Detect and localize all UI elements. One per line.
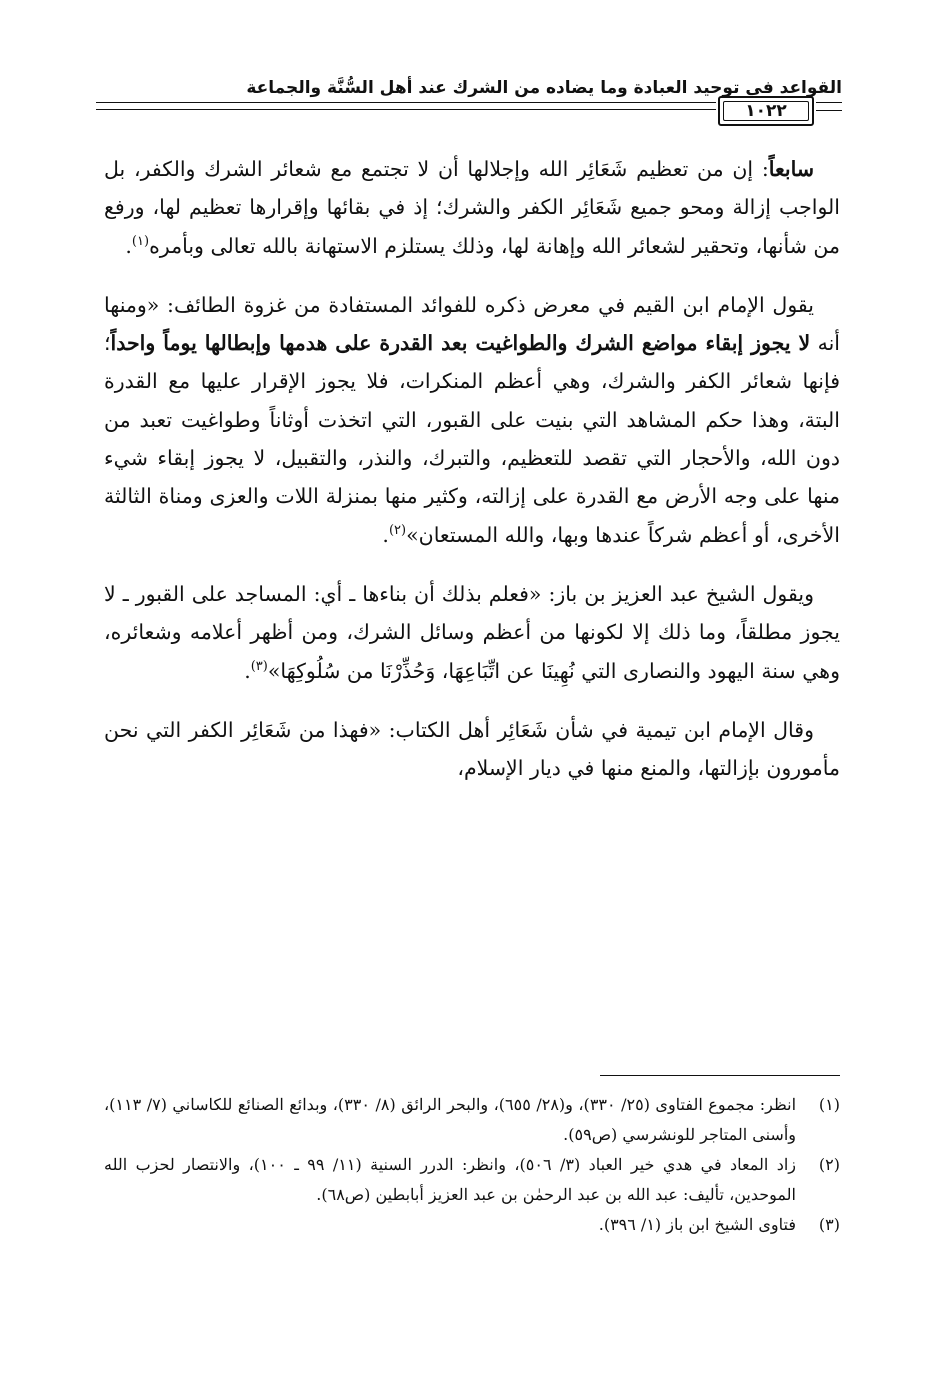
page-number-frame — [718, 96, 814, 126]
footnote-1 — [104, 1090, 840, 1150]
paragraph-4 — [104, 711, 840, 788]
running-title: القواعد في توحيد العبادة وما يضاده من الشرك عند أهل السُّنَّة والجماعة — [246, 78, 842, 98]
header-rule-top — [96, 102, 716, 103]
footnote-number: (١) — [818, 1095, 840, 1114]
header-rule-right — [816, 102, 842, 111]
footnote-ref-1: (١) — [131, 233, 150, 249]
footnote-3 — [104, 1210, 840, 1240]
paragraph-3 — [104, 575, 840, 690]
paragraph-text: وقال الإمام ابن تيمية في شأن شَعَائِر أهل الكتاب: «فهذا من شَعَائِر الكفر التي نحن مأمورون بإزالتها، والمنع منها في ديار الإسلام، — [104, 717, 840, 781]
bold-quote: لا يجوز إبقاء مواضع الشرك والطواغيت بعد القدرة على هدمها وإبطالها يوماً واحداً — [110, 331, 811, 356]
footnote-2 — [104, 1150, 840, 1210]
footnote-text: زاد المعاد في هدي خير العباد (٣/ ٥٠٦)، وانظر: الدرر السنية (١١/ ٩٩ ـ ١٠٠)، والانتصار لحزب الله الموحدين، تأليف: عبد الله بن عبد الرحمٰن بن عبد العزيز أبابطين (ص٦٨). — [104, 1155, 797, 1204]
main-text — [104, 150, 840, 787]
footnote-text: انظر: مجموع الفتاوى (٢٥/ ٣٣٠)، و(٢٨/ ٦٥٥)، والبحر الرائق (٨/ ٣٣٠)، وبدائع الصنائع للكاساني (٧/ ١١٣)، وأسنى المتاجر للونشرسي (ص٥٩). — [104, 1095, 797, 1144]
paragraph-text: ؛ فإنها شعائر الكفر والشرك، وهي أعظم المنكرات، فلا يجوز الإقرار عليها مع القدرة البتة، وهذا حكم المشاهد التي بنيت على القبور، التي اتخذت أوثاناً وطواغيت تعبد من دون الله، والأحجار التي تقصد للتعظيم، والتبرك، والنذر، والتقبيل، لا يجوز إبقاء شيء منها على وجه الأرض مع القدرة على إزالته، وكثير منها بمنزلة اللات والعزى ومناة الثالثة الأخرى، أو أعظم شركاً عندها وبها، والله المستعان» — [104, 331, 840, 547]
footnote-ref-3: (٣) — [250, 658, 268, 674]
paragraph-2 — [104, 286, 840, 554]
paragraph-lead: سابعاً — [768, 157, 814, 181]
paragraph-1 — [104, 150, 840, 265]
page-number: ١٠٢٢ — [745, 101, 787, 121]
paragraph-end: . — [382, 522, 389, 547]
footnote-ref-2: (٢) — [388, 522, 407, 538]
paragraph-text: ويقول الشيخ عبد العزيز بن باز: «فعلم بذلك أن بناءها ـ أي: المساجد على القبور ـ لا يجوز مطلقاً، وما ذلك إلا لكونها من أعظم وسائل الشرك، ومن أظهر أعلامه وشعائره، وهي سنة اليهود والنصارى التي نُهِينَا عن اتِّبَاعِهَا، وَحُذِّرْنَا من سُلُوكِهَا» — [104, 581, 840, 683]
footnotes — [104, 1090, 840, 1240]
header-rule-bottom — [96, 109, 716, 110]
footnote-separator — [600, 1075, 840, 1076]
paragraph-end: . — [244, 658, 251, 683]
page-header — [96, 72, 842, 132]
paragraph-end: . — [125, 233, 132, 258]
footnote-number: (٣) — [818, 1215, 840, 1234]
paragraph-text: يقول الإمام ابن القيم في معرض ذكره للفوائد المستفادة من غزوة الطائف: «ومنها أنه — [104, 292, 840, 356]
footnote-text: فتاوى الشيخ ابن باز (١/ ٣٩٦). — [598, 1215, 796, 1234]
footnote-number: (٢) — [818, 1155, 840, 1174]
paragraph-text: : إن من تعظيم شَعَائِر الله وإجلالها أن لا تجتمع مع شعائر الشرك والكفر، بل الواجب إزالة ومحو جميع شَعَائِر الكفر والشرك؛ إذ في بقائها وإقرارها تعظيم لها، ورفع من شأنها، وتحقير لشعائر الله وإهانة لها، وذلك يستلزم الاستهانة بالله تعالى وبأمره — [104, 157, 840, 258]
